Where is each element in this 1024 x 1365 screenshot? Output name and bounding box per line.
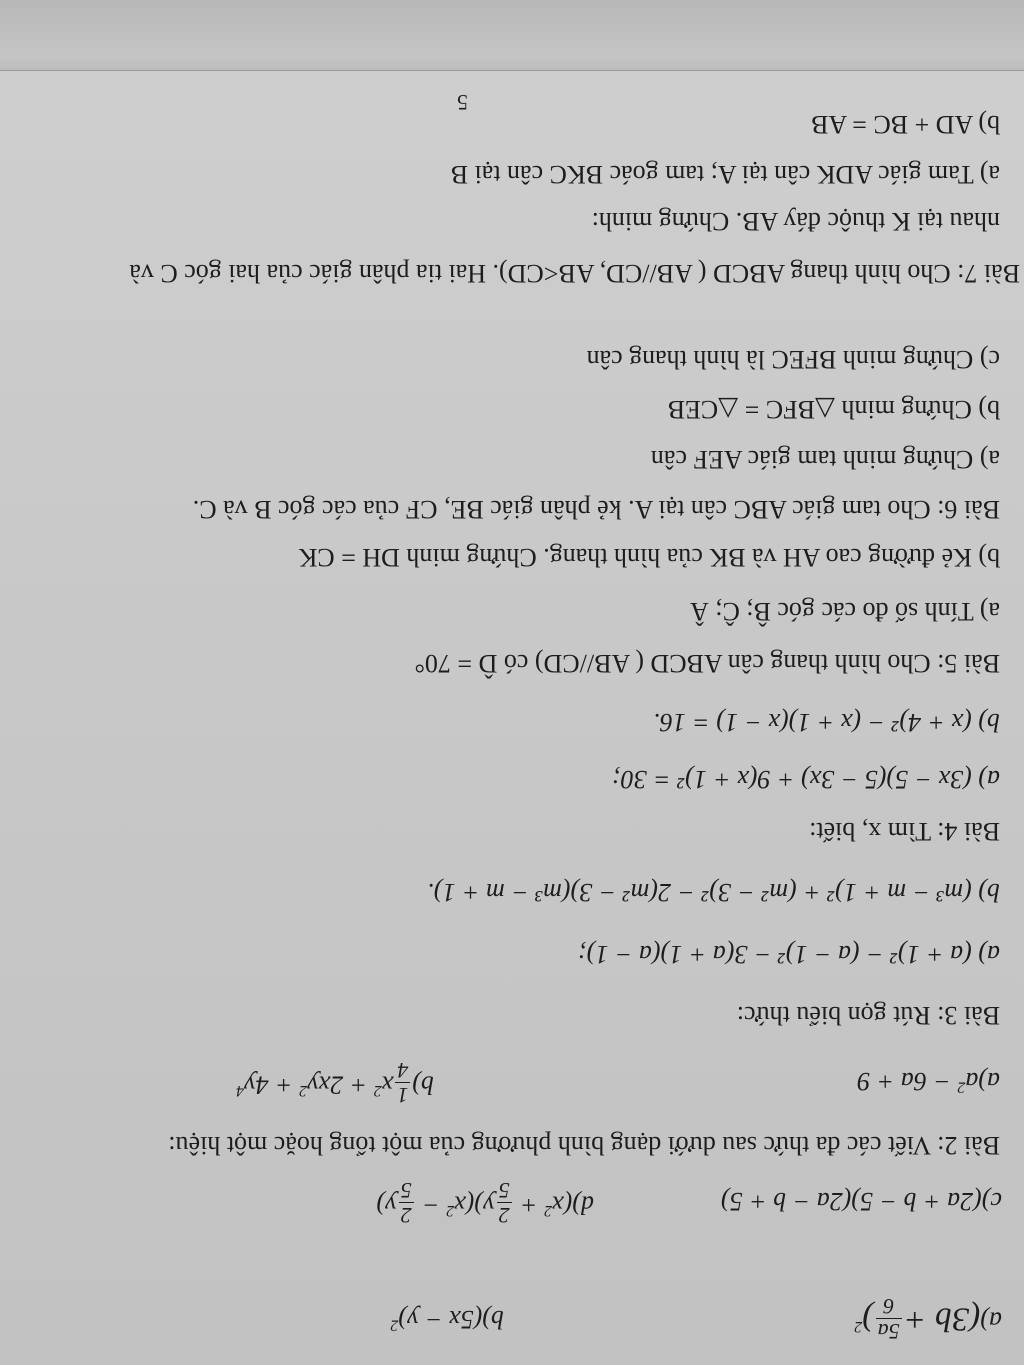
bai2-item-a <box>854 1294 1002 1343</box>
bai2-title: Bài 2: Viết các đa thức sau dưới dạng bình phương của một tổng hoặc một hiệu: <box>168 1131 1000 1160</box>
bai5-title: Bài 5: Cho hình thang cân ABCD ( AB//CD) có D̂ = 70° <box>414 649 1000 678</box>
bai2-d-mid2: y)(x <box>454 1190 495 1220</box>
bai2-item-c: c)(2a + b − 5)(2a − b + 5) <box>720 1187 1002 1216</box>
bai3-item-b: b) (m³ − m + 1)² + (m² − 3)² − 2(m² − 3)(m³ − m + 1). <box>427 878 1000 907</box>
bai5-item-b: b) Kẻ đường cao AH và BK của hình thang. Chứng minh DH = CK <box>298 543 1000 572</box>
bai6-item-b: b) Chứng minh △BFC = △CEB <box>667 395 1000 424</box>
bai2-d-mid3: − <box>415 1190 447 1220</box>
bai2-f-num: 1 <box>397 1083 409 1108</box>
bai2-item-d: $d)(x^2$ + 2 5 $y)(x^2$ − 2 5 y) <box>376 1178 594 1228</box>
bai2-b-exp: 2 <box>390 1316 399 1334</box>
bai2-d-num1: 2 <box>498 1203 510 1228</box>
bai2-a-den: 6 <box>883 1294 895 1319</box>
bai2-a-num: 5a <box>877 1319 900 1344</box>
bai7-item-a: a) Tam giác ADK cân tại A; tam goác BKC cân tại B <box>450 160 1000 189</box>
bai2-f-t1: x <box>381 1070 394 1100</box>
bai2-b-text: b)(5x − y) <box>398 1305 504 1334</box>
bai2-item-e: $a)a^2 - 6a + 9$ <box>857 1067 1000 1096</box>
bai2-d-den2: 5 <box>400 1178 412 1203</box>
bai2-a-fraction <box>876 1294 902 1343</box>
bai2-a-label: a) <box>980 1306 1002 1336</box>
bai6-title: Bài 6: Cho tam giác ABC cân tại A. kẻ phân giác BE, CF của các góc B và C. <box>192 495 1000 524</box>
bai2-e-tail: − 6a + 9 <box>857 1067 958 1096</box>
bai4-item-b: b) (x + 4)² − (x + 1)(x − 1) = 16. <box>653 708 1000 737</box>
bai2-d-num2: 2 <box>400 1203 412 1228</box>
page-number: 5 <box>457 90 468 115</box>
bai3-item-a: a) (a + 1)² − (a − 1)² − 3(a + 1)(a − 1); <box>578 940 1000 969</box>
bai2-a-lead: (3b + <box>903 1300 981 1338</box>
bai2-d-frac1 <box>497 1178 512 1227</box>
bai6-item-c: c) Chứng minh BFEC là hình thang cân <box>586 345 1000 374</box>
bai3-title: Bài 3: Rút gọn biểu thức: <box>736 1001 1000 1030</box>
next-page-edge <box>0 0 1024 71</box>
bai2-f-lead: b) <box>412 1070 434 1100</box>
bai5-item-a: a) Tính số đo các góc B̂; Ĉ; Â <box>689 597 1000 626</box>
bai2-f-frac <box>395 1058 410 1107</box>
bai2-item-b <box>390 1303 504 1335</box>
bai2-f-t3: + 4y <box>244 1070 300 1100</box>
bai4-title: Bài 4: Tìm x, biết: <box>809 817 1000 846</box>
bai2-d-frac2 <box>399 1178 414 1227</box>
bai2-d-den1: 5 <box>498 1178 510 1203</box>
bai6-item-a: a) Chứng minh tam giác AEF cân <box>650 445 1000 474</box>
bai4-item-a: a) (3x − 5)(5 − 3x) + 9(x + 1)² = 30; <box>612 765 1000 794</box>
bai2-f-t2: + 2xy <box>307 1070 374 1100</box>
bai7-title: Bài 7: Cho hình thang ABCD ( AB//CD, AB<CD). Hai tia phân giác của hai góc C và <box>129 259 1020 288</box>
bai2-e-text: a)a <box>965 1067 1000 1096</box>
bai2-a-exp: 2 <box>854 1318 863 1336</box>
bai2-item-f: b) 1 4 $x^2 + 2xy^2 + 4y^4$ <box>236 1058 434 1108</box>
bai2-d-tail: y) <box>376 1190 397 1220</box>
bai2-d-lead: d)(x <box>552 1190 594 1220</box>
bai2-d-mid1: + <box>513 1190 545 1220</box>
bai7-item-b: b) AD + BC = AB <box>811 110 1000 139</box>
bai2-a-tail: ) <box>862 1300 874 1338</box>
bai7-title2: nhau tại K thuộc đáy AB. Chứng minh: <box>591 207 1000 236</box>
bai2-f-den: 4 <box>397 1058 409 1083</box>
